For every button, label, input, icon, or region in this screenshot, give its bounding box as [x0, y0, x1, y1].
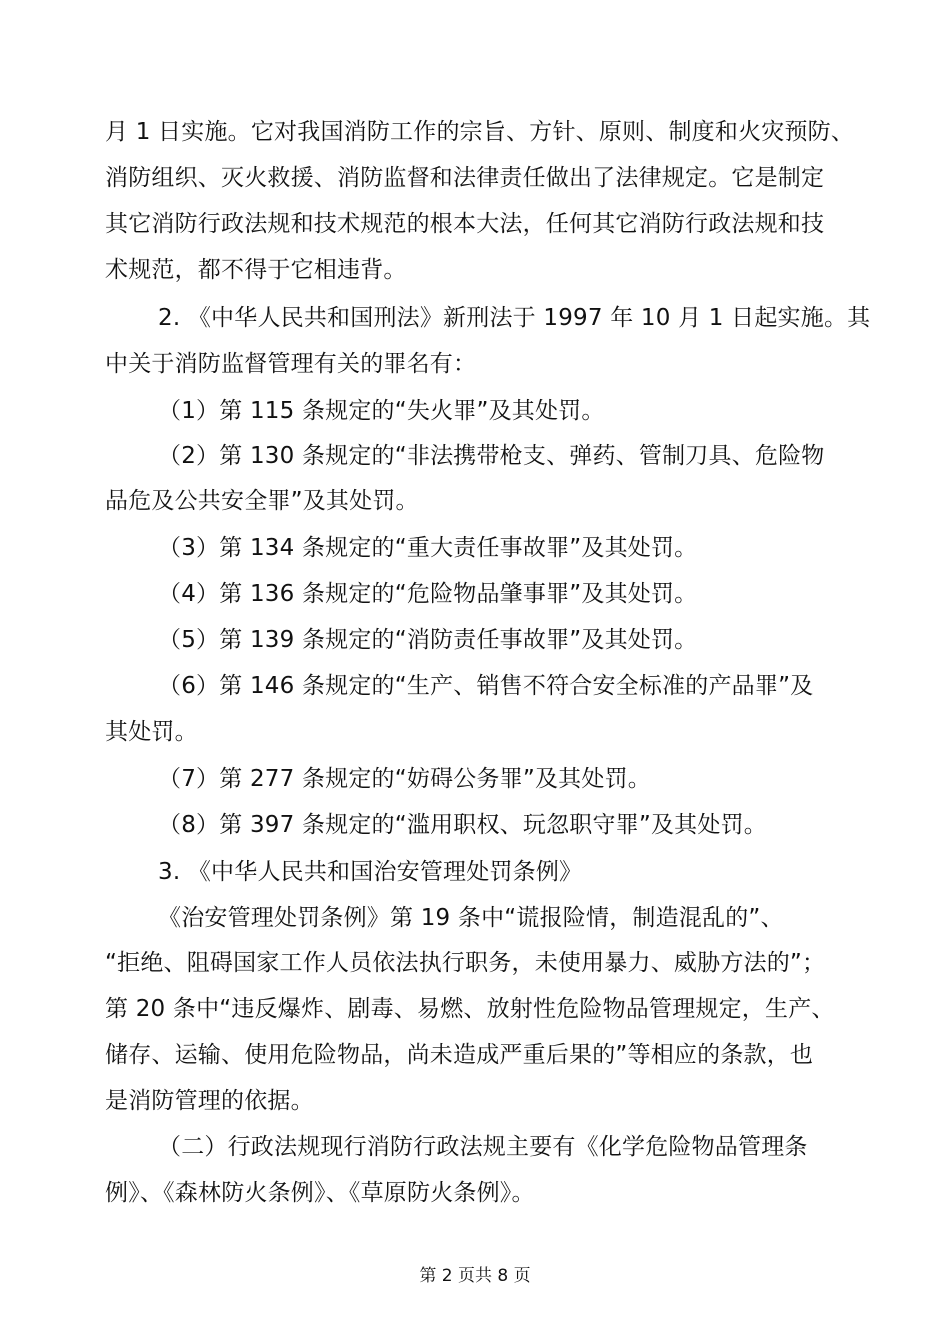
body-text-line: （7）第 277 条规定的“妨碍公务罪”及其处罚。	[158, 766, 651, 792]
body-text-line: 2. 《中华人民共和国刑法》新刑法于 1997 年 10 月 1 日起实施。其	[158, 305, 871, 331]
body-text-line: 其它消防行政法规和技术规范的根本大法，任何其它消防行政法规和技	[105, 211, 825, 237]
body-text-line: 是消防管理的依据。	[105, 1088, 314, 1114]
body-text-line: “拒绝、阻碍国家工作人员依法执行职务，未使用暴力、威胁方法的”；	[105, 950, 826, 976]
page-number-footer: 第 2 页共 8 页	[419, 1266, 531, 1286]
body-text-line: 《治安管理处罚条例》第 19 条中“谎报险情，制造混乱的”、	[158, 905, 784, 931]
body-text-line: 其处罚。	[105, 719, 198, 745]
body-text-line: 第 20 条中“违反爆炸、剧毒、易燃、放射性危险物品管理规定，生产、	[105, 996, 835, 1022]
body-text-line: 术规范，都不得于它相违背。	[105, 257, 407, 283]
body-text-line: 中关于消防监督管理有关的罪名有：	[105, 351, 477, 377]
body-text-line: （二）行政法规现行消防行政法规主要有《化学危险物品管理条	[158, 1134, 808, 1160]
body-text-line: 3. 《中华人民共和国治安管理处罚条例》	[158, 859, 583, 885]
body-text-line: 例》、《森林防火条例》、《草原防火条例》。	[105, 1180, 535, 1206]
body-text-line: （6）第 146 条规定的“生产、销售不符合安全标准的产品罪”及	[158, 673, 814, 699]
body-text-line: （4）第 136 条规定的“危险物品肇事罪”及其处罚。	[158, 581, 698, 607]
body-text-line: 消防组织、灭火救援、消防监督和法律责任做出了法律规定。它是制定	[105, 165, 825, 191]
body-text-line: （2）第 130 条规定的“非法携带枪支、弹药、管制刀具、危险物	[158, 443, 825, 469]
body-text-line: 月 1 日实施。它对我国消防工作的宗旨、方针、原则、制度和火灾预防、	[105, 119, 855, 145]
body-text-line: 品危及公共安全罪”及其处罚。	[105, 488, 419, 514]
body-text-line: （3）第 134 条规定的“重大责任事故罪”及其处罚。	[158, 535, 698, 561]
body-text-line: （8）第 397 条规定的“滥用职权、玩忽职守罪”及其处罚。	[158, 812, 767, 838]
body-text-line: （1）第 115 条规定的“失火罪”及其处罚。	[158, 398, 605, 424]
body-text-line: 储存、运输、使用危险物品，尚未造成严重后果的”等相应的条款，也	[105, 1042, 814, 1068]
body-text-line: （5）第 139 条规定的“消防责任事故罪”及其处罚。	[158, 627, 698, 653]
